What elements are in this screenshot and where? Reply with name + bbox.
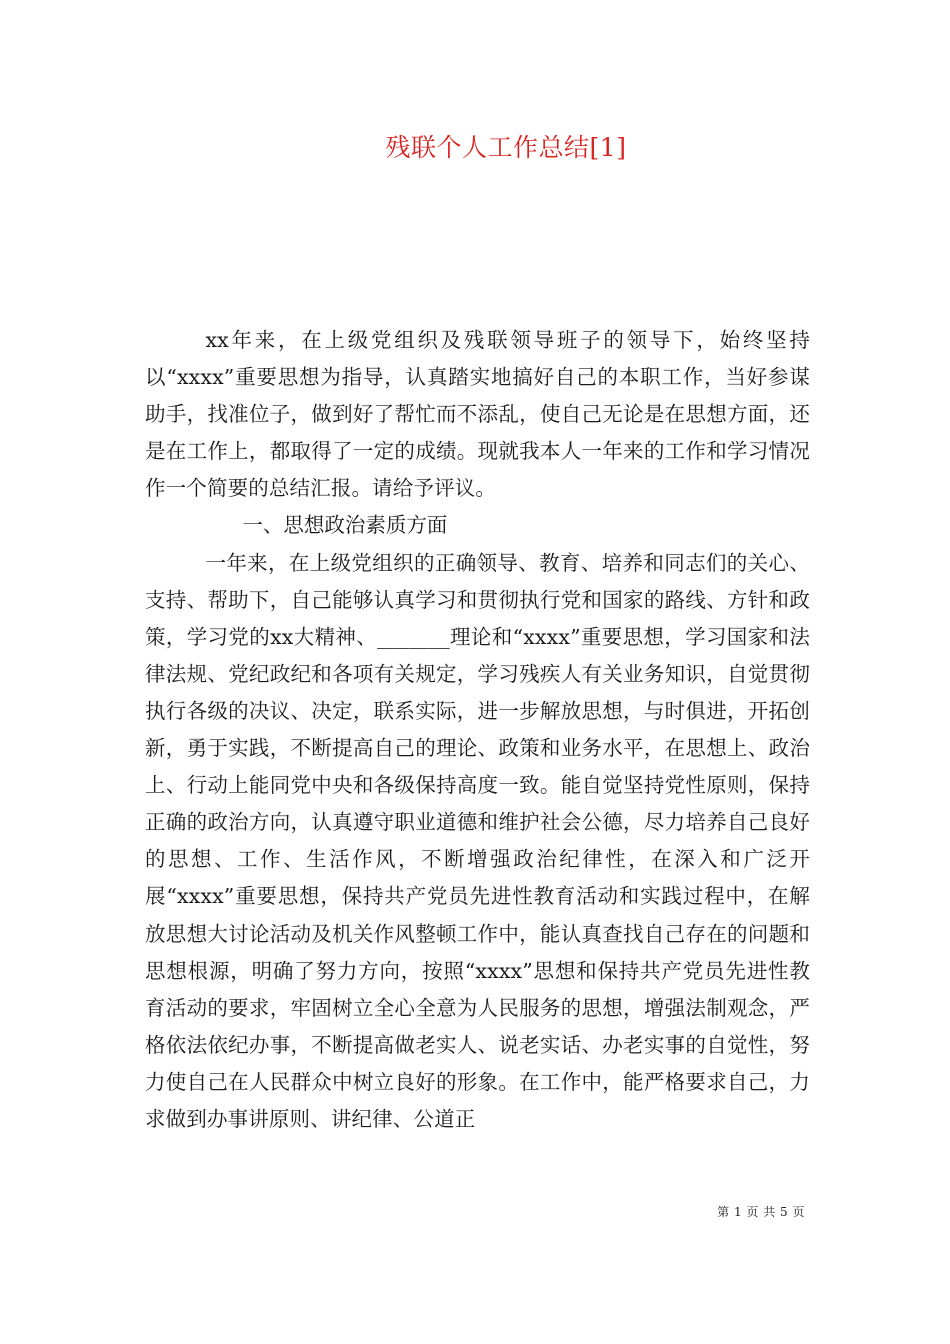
document-body (145, 322, 810, 1138)
section-paragraph: 一年来，在上级党组织的正确领导、教育、培养和同志们的关心、支持、帮助下，自己能够认真学习和贯彻执行党和国家的路线、方针和政策，学习党的xx大精神、_______理论和“xxxx”重要思想，学习国家和法律法规、党纪政纪和各项有关规定，学习残疾人有关业务知识，自觉贯彻执行各级的决议、决定，联系实际，进一步解放思想，与时俱进，开拓创新，勇于实践，不断提高自己的理论、政策和业务水平，在思想上、政治上、行动上能同党中央和各级保持高度一致。能自觉坚持党性原则，保持正确的政治方向，认真遵守职业道德和维护社会公德，尽力培养自己良好的思想、工作、生活作风，不断增强政治纪律性，在深入和广泛开展“xxxx”重要思想，保持共产党员先进性教育活动和实践过程中，在解放思想大讨论活动及机关作风整顿工作中，能认真查找自己存在的问题和思想根源，明确了努力方向，按照“xxxx”思想和保持共产党员先进性教育活动的要求，牢固树立全心全意为人民服务的思想，增强法制观念，严格依法依纪办事，不断提高做老实人、说老实话、办老实事的自觉性，努力使自己在人民群众中树立良好的形象。在工作中，能严格要求自己，力求做到办事讲原则、讲纪律、公道正 (145, 550, 810, 1131)
section-heading: 一、思想政治素质方面 (242, 513, 448, 538)
document-title: 残联个人工作总结[1] (385, 133, 627, 162)
page-number-footer: 第 1 页 共 5 页 (717, 1205, 805, 1219)
intro-paragraph: xx年来，在上级党组织及残联领导班子的领导下，始终坚持以“xxxx”重要思想为指导，认真踏实地搞好自己的本职工作，当好参谋助手，找准位子，做到好了帮忙而不添乱，使自己无论是在思想方面，还是在工作上，都取得了一定的成绩。现就我本人一年来的工作和学习情况作一个简要的总结汇报。请给予评议。 (145, 328, 810, 501)
